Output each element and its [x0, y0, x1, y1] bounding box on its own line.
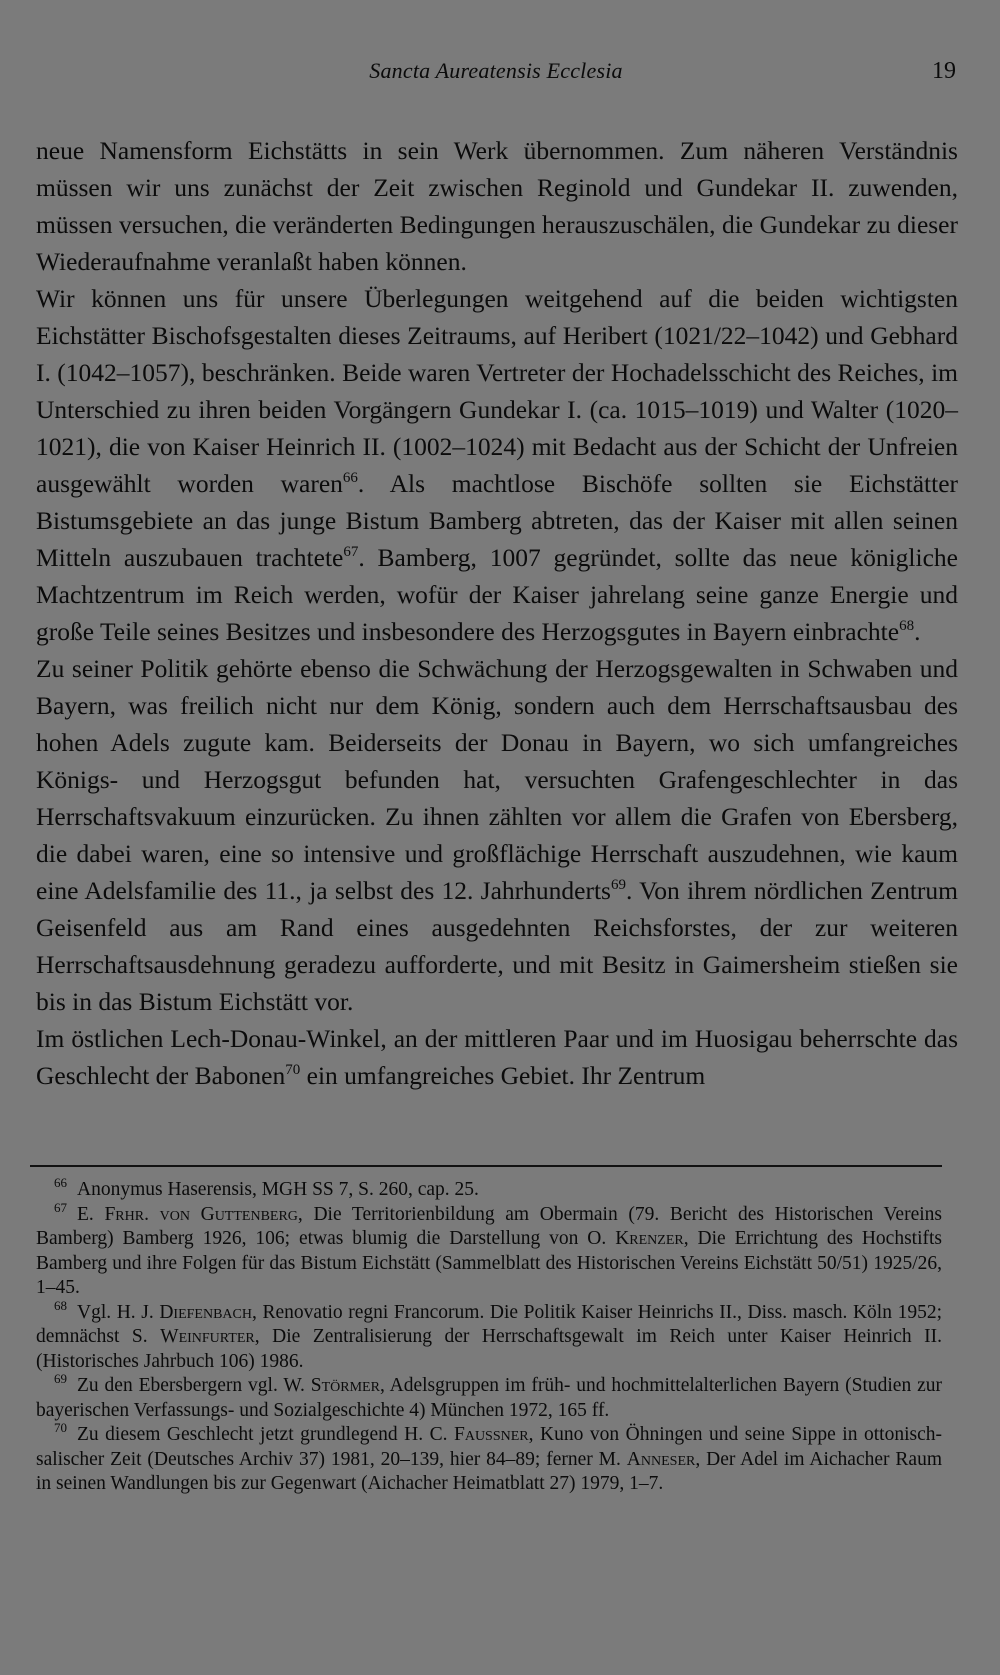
footnote-number: 66: [54, 1175, 67, 1190]
footnote-text: , Der Adel im Aichacher Raum in seinen Wandlungen bis zur Gegenwart (Aichacher Heimatblatt 27) 1979, 1–7.: [36, 1448, 942, 1494]
author-name: Frhr. von Guttenberg: [104, 1203, 298, 1225]
footnote-text: Vgl. H. J.: [77, 1301, 160, 1323]
author-name: Diefenbach: [159, 1301, 252, 1323]
footnote-text: Zu diesem Geschlecht jetzt grundlegend H. C.: [77, 1424, 454, 1445]
footnote-number: 68: [54, 1297, 67, 1313]
running-title: Sancta Aureatensis Ecclesia: [369, 58, 623, 83]
footnote-text: , Kuno von Öhningen und seine Sippe in ottonisch-salischer Zeit (Deutsches Archiv 37) 1981, 20–139, hier 84–89; ferner M.: [36, 1424, 942, 1470]
footnote-67: [36, 1199, 943, 1301]
footnote-text: , Die Zentralisierung der Herrschaftsgewalt im Reich unter Kaiser Heinrich II. (Historisches Jahrbuch 106) 1986.: [36, 1326, 943, 1372]
footnote-ref-69: 69: [610, 877, 626, 893]
paragraph-text: Im östlichen Lech-Donau-Winkel, an der mittleren Paar und im Huosigau beherrschte das Geschlecht der Babonen: [36, 1024, 958, 1090]
footnote-69: [36, 1371, 942, 1423]
author-name: Anneser: [626, 1448, 696, 1470]
author-name: Krenzer: [615, 1228, 684, 1249]
paragraph-text: .: [914, 617, 921, 646]
footnote-66: [36, 1175, 942, 1203]
page-number: 19: [932, 58, 956, 84]
footnote-text: Zu den Ebersbergern vgl. W.: [77, 1375, 311, 1396]
footnote-70: [36, 1420, 942, 1497]
footnote-ref-67: 67: [343, 544, 359, 560]
paragraph-text: Zu seiner Politik gehörte ebenso die Schwächung der Herzogsgewalten in Schwaben und Bayern, was freilich nicht nur dem König, sondern auch dem Herrschaftsausbau des hohen Adels zugute kam. Beiderseits der Donau in Bayern, wo sich umfangreiches Königs- und Herzogsgut befunden hat, versuchten Grafengeschlechter in das Herrschaftsvakuum einzurücken. Zu ihnen zählten vor allem die Grafen von Ebersberg, die dabei waren, eine so intensive und großflächige Herrschaft auszudehnen, wie kaum eine Adelsfamilie des 11., ja selbst des 12. Jahrhunderts: [36, 654, 958, 905]
footnote-rule: [30, 1165, 942, 1167]
footnote-text: E.: [77, 1203, 105, 1225]
paragraph-text: neue Namensform Eichstätts in sein Werk übernommen. Zum näheren Verständnis müssen wir uns zunächst der Zeit zwischen Reginold und Gundekar II. zuwenden, müssen versuchen, die veränderten Bedingungen herauszuschälen, die Gundekar zu dieser Wiederaufnahme veranlaßt haben können.: [36, 136, 958, 276]
paragraph-text: . Als machtlose Bischöfe sollten sie Eichstätter Bistumsgebiete an das junge Bistum Bamberg abtreten, das der Kaiser mit allen seinen Mitteln auszubauen trachtete: [36, 469, 958, 572]
footnotes: [36, 1175, 943, 1497]
footnote-ref-66: 66: [342, 470, 358, 486]
footnote-number: 67: [54, 1199, 67, 1215]
footnote-number: 70: [54, 1420, 67, 1435]
author-name: Störmer: [310, 1375, 380, 1396]
footnote-text: , Renovatio regni Francorum. Die Politik Kaiser Heinrichs II., Diss. masch. Köln 1952; demnächst S.: [36, 1301, 942, 1347]
paragraph-1: [36, 132, 958, 280]
footnote-ref-70: 70: [285, 1062, 301, 1078]
footnote-text: Anonymus Haserensis, MGH SS 7, S. 260, cap. 25.: [77, 1179, 479, 1200]
footnote-68: [36, 1297, 943, 1375]
main-text: [36, 132, 958, 1094]
paragraph-4: [36, 1020, 958, 1094]
paragraph-3: [36, 650, 958, 1020]
paragraph-text: ein umfangreiches Gebiet. Ihr Zentrum: [300, 1061, 706, 1090]
footnote-ref-68: 68: [899, 618, 915, 634]
author-name: Faussner: [453, 1424, 529, 1445]
footnote-number: 69: [54, 1371, 67, 1386]
paragraph-2: [36, 280, 958, 650]
paragraph-text: . Bamberg, 1007 gegründet, sollte das neue königliche Machtzentrum im Reich werden, wofür der Kaiser jahrelang seine ganze Energie und große Teile seines Besitzes und insbesondere des Herzogsgutes in Bayern einbrachte: [36, 543, 958, 646]
running-header: [36, 58, 956, 94]
author-name: Weinfurter: [160, 1326, 255, 1347]
footnote-text: , Die Territorienbildung am Obermain (79. Bericht des Historischen Vereins Bamberg) Bamberg 1926, 106; etwas blumig die Darstellung von O.: [36, 1203, 942, 1249]
paragraph-text: . Von ihrem nördlichen Zentrum Geisenfeld aus am Rand eines ausgedehnten Reichsforstes, der zur weiteren Herrschaftsausdehnung geradezu aufforderte, und mit Besitz in Gaimersheim stießen sie bis in das Bistum Eichstätt vor.: [36, 876, 958, 1016]
footnote-text: , Adelsgruppen im früh- und hochmittelalterlichen Bayern (Studien zur bayerischen Verfassungs- und Sozialgeschichte 4) München 1972, 165 ff.: [36, 1375, 942, 1421]
paragraph-text: Wir können uns für unsere Überlegungen weitgehend auf die beiden wichtigsten Eichstätter Bischofsgestalten dieses Zeitraums, auf Heribert (1021/22–1042) und Gebhard I. (1042–1057), beschränken. Beide waren Vertreter der Hochadelsschicht des Reiches, im Unterschied zu ihren beiden Vorgängern Gundekar I. (ca. 1015–1019) und Walter (1020–1021), die von Kaiser Heinrich II. (1002–1024) mit Bedacht aus der Schicht der Unfreien ausgewählt worden waren: [36, 284, 958, 498]
footnote-text: , Die Errichtung des Hochstifts Bamberg und ihre Folgen für das Bistum Eichstätt (Sammelblatt des Historischen Vereins Eichstätt 50/51) 1925/26, 1–45.: [36, 1228, 943, 1298]
